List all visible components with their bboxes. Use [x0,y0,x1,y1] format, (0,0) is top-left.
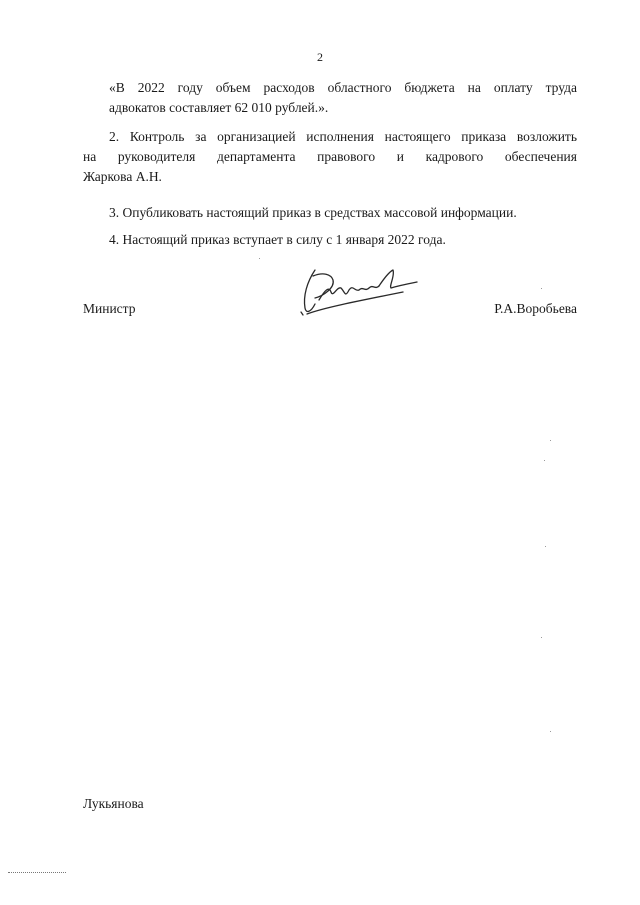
scan-speck [550,440,551,441]
paragraph-line: Жаркова А.Н. [83,169,162,184]
signatory-name: Р.А.Воробьева [494,301,577,316]
paragraph-control [83,127,577,187]
scan-speck [541,288,542,289]
paragraph-line: «В 2022 году объем расходов областного бюджета на оплату труда [109,80,577,95]
scan-artifact-line [8,872,66,874]
signature-row [83,301,577,323]
scan-speck [545,546,546,547]
scan-speck [259,258,260,259]
scan-speck [550,731,551,732]
paragraph-effective-date: 4. Настоящий приказ вступает в силу с 1 января 2022 года. [109,232,446,247]
paragraph-line: адвокатов составляет 62 010 рублей.». [109,100,329,115]
scan-speck [544,460,545,461]
paragraph-line: на руководителя департамента правового и кадрового обеспечения [83,149,577,164]
executor-name: Лукьянова [83,796,144,811]
page-number: 2 [317,50,323,64]
paragraph-line: 2. Контроль за организацией исполнения настоящего приказа возложить [109,129,577,144]
paragraph-publish: 3. Опубликовать настоящий приказ в средствах массовой информации. [109,205,517,220]
scan-speck [541,637,542,638]
paragraph-budget-amendment [83,78,577,118]
signatory-title: Министр [83,301,136,316]
